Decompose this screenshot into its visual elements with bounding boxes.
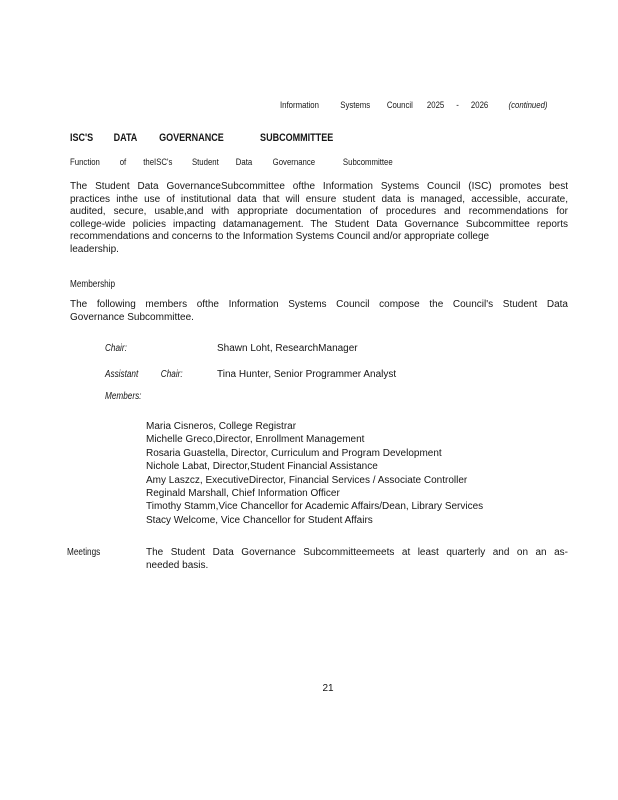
paragraph-line: leadership.	[70, 243, 119, 255]
title-word: SUBCOMMITTEE	[259, 132, 333, 144]
assistant-chair-label-word: Assistant	[105, 369, 139, 380]
paragraph-line: The Student Data GovernanceSubcommittee ofthe Information Systems Council (ISC) promotes best	[70, 181, 568, 192]
function-heading-word: Subcommittee	[343, 157, 393, 168]
function-heading-word: Student	[191, 157, 219, 168]
member-item: Stacy Welcome, Vice Chancellor for Student Affairs	[146, 514, 373, 526]
function-heading-word: Data	[236, 157, 253, 168]
paragraph-line: college-wide policies impacting datamanagement. The Student Data Governance Subcommittee reports	[70, 218, 568, 230]
members-label: Members:	[105, 391, 142, 402]
paragraph-line: Governance Subcommittee.	[70, 311, 194, 323]
function-heading-word: theISC's	[143, 157, 173, 168]
paragraph-line: audited, secure, usable,and with appropriate documentation of procedures and recommendations for	[70, 206, 568, 217]
member-item: Timothy Stamm,Vice Chancellor for Academic Affairs/Dean, Library Services	[146, 501, 484, 513]
section-heading-membership	[70, 279, 125, 290]
chair-label: Chair:	[105, 343, 127, 354]
header-word: Council	[386, 100, 413, 111]
member-item: Reginald Marshall, Chief Information Officer	[146, 488, 340, 500]
running-header	[280, 100, 548, 111]
section-heading-function	[70, 157, 393, 168]
header-continued-note: (continued)	[509, 100, 548, 111]
header-word: -	[456, 100, 460, 111]
paragraph-line: recommendations and concerns to the Information Systems Council and/or appropriate college	[70, 231, 490, 242]
chair-row-label	[105, 343, 132, 354]
document-title	[70, 132, 333, 144]
member-item: Michelle Greco,Director, Enrollment Management	[146, 434, 365, 446]
member-item: Rosaria Guastella, Director, Curriculum and Program Development	[146, 447, 442, 459]
paragraph-membership-intro	[70, 299, 568, 324]
paragraph-line: The Student Data Governance Subcommitteemeets at least quarterly and on an as-	[146, 547, 568, 558]
page-number: 21	[322, 683, 334, 694]
member-item: Maria Cisneros, College Registrar	[146, 421, 297, 432]
members-list	[146, 420, 586, 527]
members-row-label	[105, 391, 149, 402]
function-heading-word: Governance	[272, 157, 315, 168]
header-word: 2025	[427, 100, 445, 111]
paragraph-line: The following members ofthe Information Systems Council compose the Council's Student Data	[70, 299, 568, 310]
title-word: ISC'S	[70, 132, 94, 144]
paragraph-line: needed basis.	[146, 559, 209, 571]
chair-value: Shawn Loht, ResearchManager	[217, 343, 358, 354]
header-word: Information	[280, 100, 319, 111]
assistant-chair-value: Tina Hunter, Senior Programmer Analyst	[217, 369, 397, 380]
member-item: Nichole Labat, Director,Student Financial Assistance	[146, 461, 378, 473]
paragraph-meetings	[146, 547, 568, 572]
function-heading-word: of	[120, 157, 127, 168]
member-item: Amy Laszcz, ExecutiveDirector, Financial Services / Associate Controller	[146, 474, 468, 486]
paragraph-function	[70, 181, 568, 256]
title-word: DATA	[113, 132, 138, 144]
meetings-label: Meetings	[67, 547, 101, 558]
membership-label: Membership	[70, 279, 116, 290]
header-word: Systems	[340, 100, 371, 111]
function-heading-word: Function	[70, 157, 100, 168]
header-word: 2026	[471, 100, 489, 111]
assistant-chair-label-word: Chair:	[161, 369, 183, 380]
section-heading-meetings	[67, 547, 108, 558]
assistant-chair-row-label	[105, 369, 183, 380]
title-word: GOVERNANCE	[159, 132, 225, 144]
paragraph-line: practices inthe use of institutional data that will ensure student data is managed, accessible, accurate,	[70, 193, 568, 205]
